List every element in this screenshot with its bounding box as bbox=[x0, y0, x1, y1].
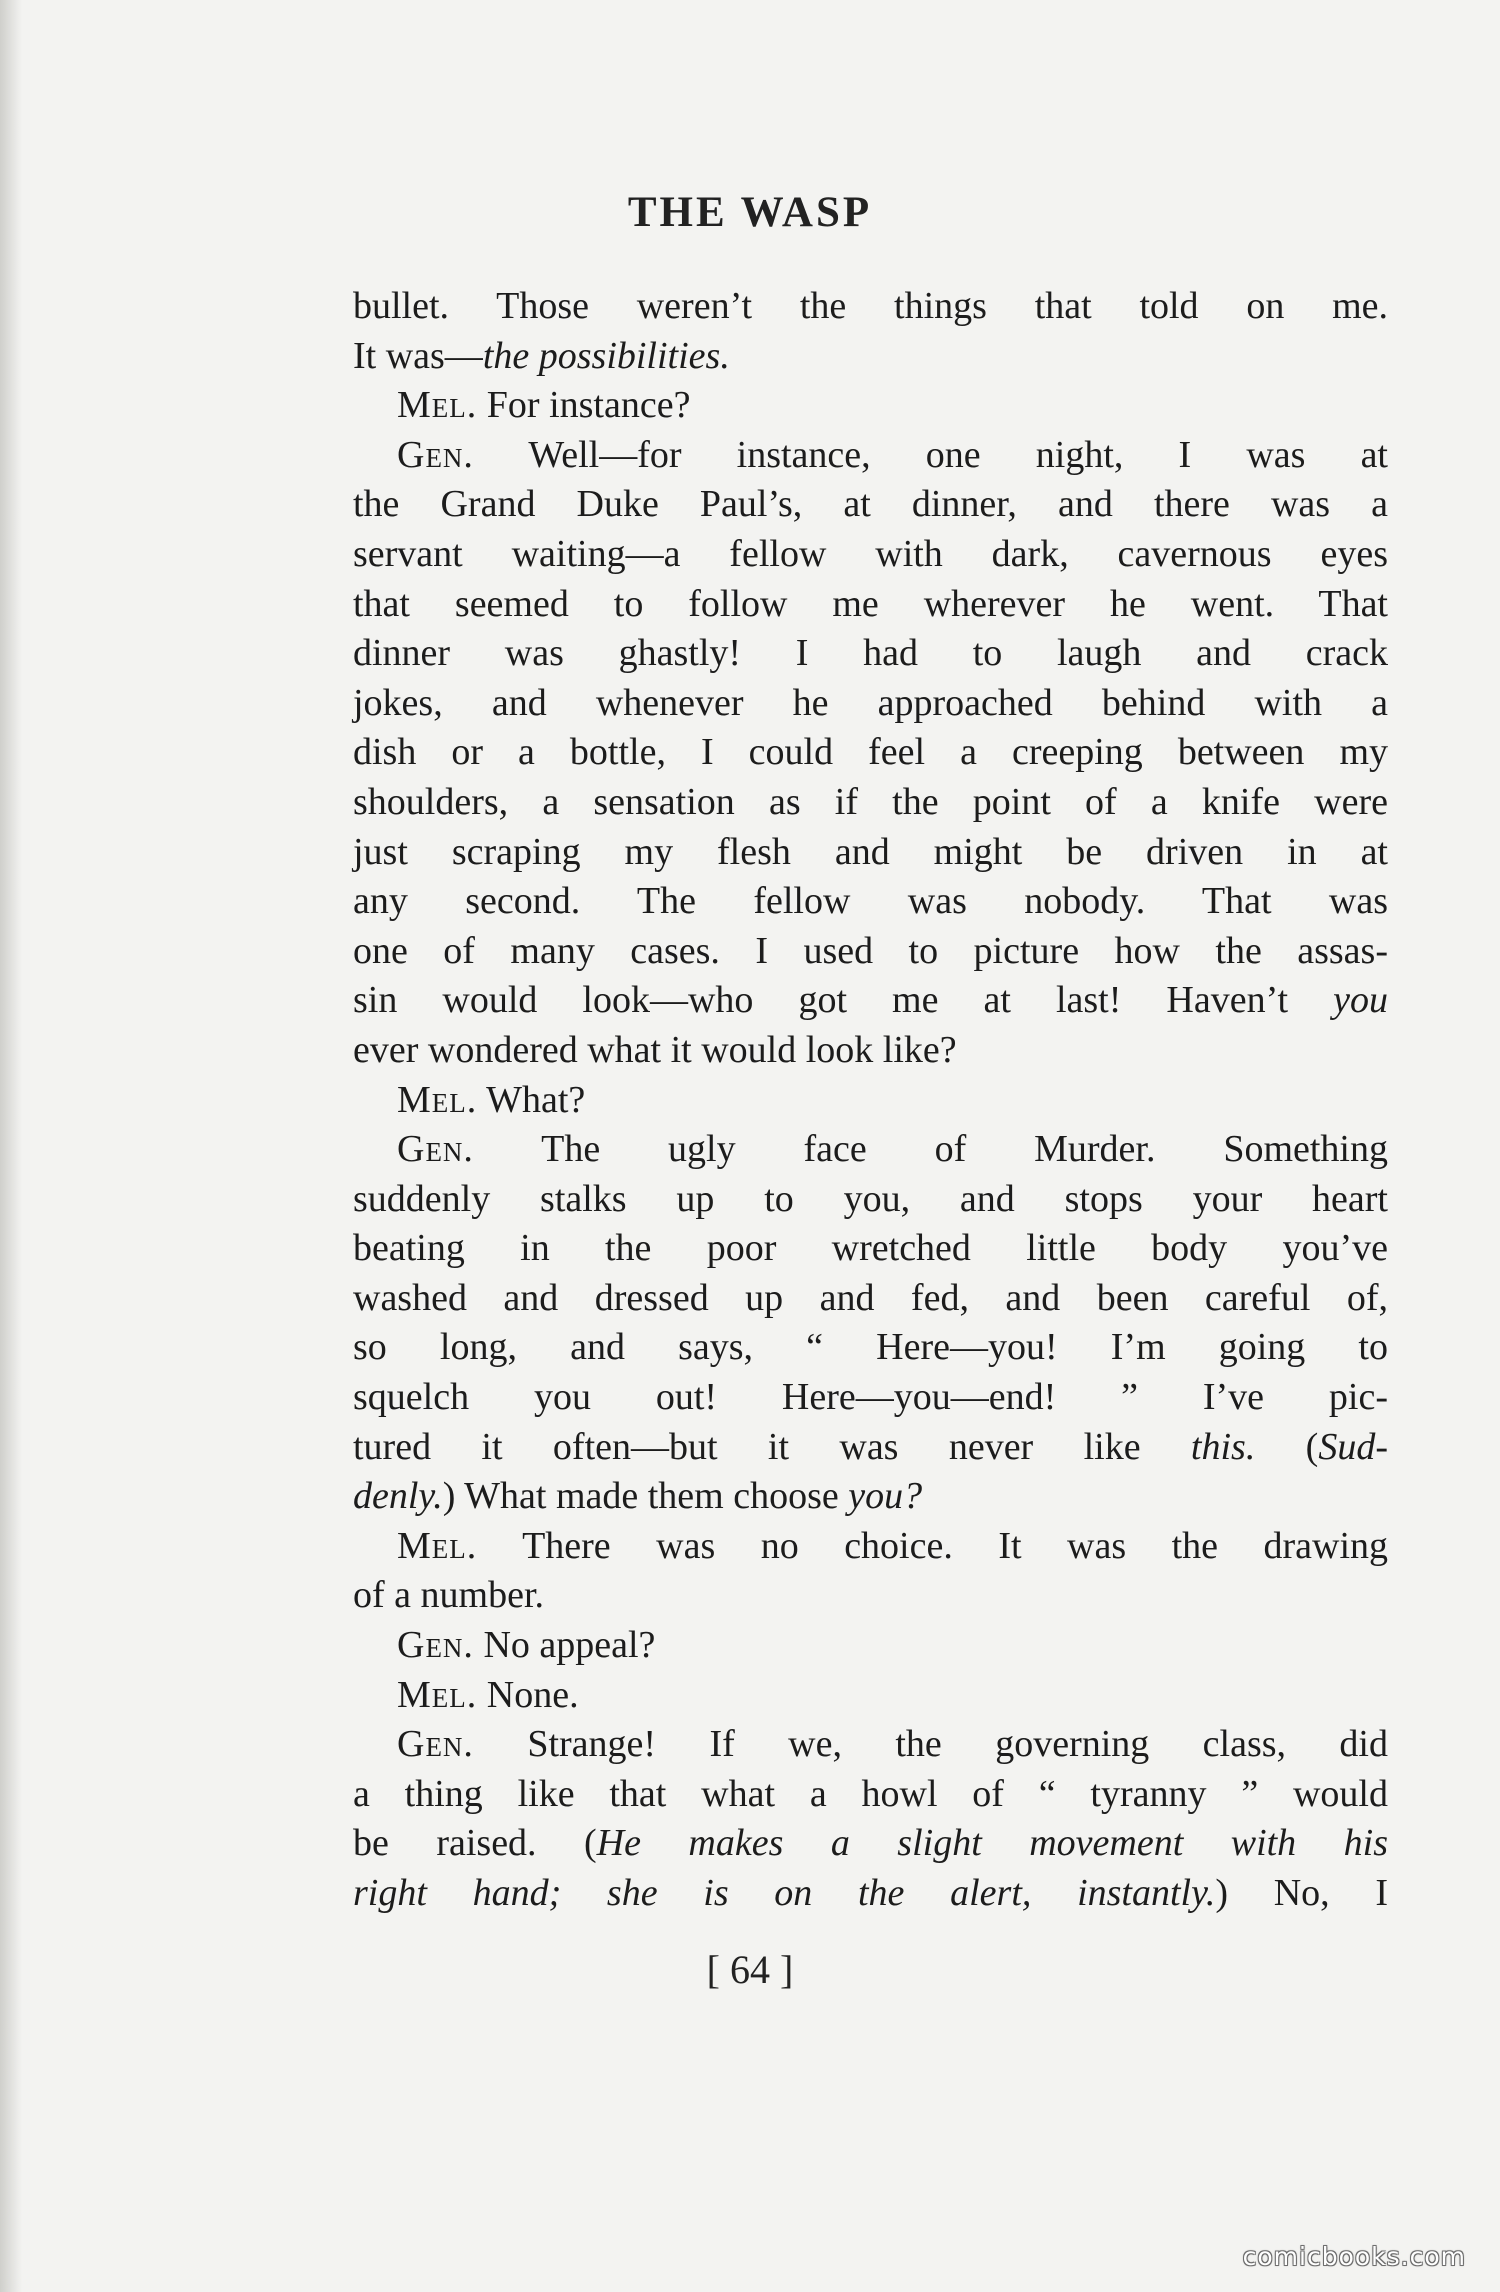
text-segment: be raised. ( bbox=[353, 1822, 597, 1865]
text-segment: dinner was ghastly! I had to laugh and crack bbox=[353, 632, 1388, 675]
text-line bbox=[353, 976, 1388, 1026]
text-segment: There was no choice. It was the drawing bbox=[477, 1524, 1388, 1567]
text-line bbox=[353, 530, 1388, 580]
text-segment: None. bbox=[477, 1673, 579, 1716]
text-segment: one of many cases. I used to picture how the assas- bbox=[353, 929, 1388, 972]
speaker-name: Gen. bbox=[397, 1624, 474, 1667]
text-line bbox=[353, 1026, 1388, 1076]
running-head: THE WASP bbox=[627, 189, 873, 236]
text-line bbox=[353, 332, 1388, 382]
text-line bbox=[353, 1076, 1388, 1126]
text-line bbox=[353, 1125, 1388, 1175]
text-segment: It was— bbox=[353, 334, 483, 377]
text-segment: so long, and says, “ Here—you! I’m going to bbox=[353, 1326, 1388, 1369]
text-line bbox=[353, 1423, 1388, 1473]
text-line bbox=[353, 1671, 1388, 1721]
italic-text: this. bbox=[1190, 1425, 1256, 1468]
text-segment: ) No, I bbox=[1215, 1872, 1388, 1914]
text-line bbox=[353, 1472, 1388, 1522]
italic-text: Sud- bbox=[1318, 1425, 1388, 1468]
text-segment: any second. The fellow was nobody. That was bbox=[353, 880, 1388, 923]
italic-text: denly. bbox=[353, 1475, 443, 1518]
speaker-name: Mel. bbox=[397, 1078, 478, 1121]
page-number: [ 64 ] bbox=[706, 1947, 794, 1992]
text-line bbox=[353, 828, 1388, 878]
text-segment: ) What made them choose bbox=[442, 1475, 849, 1518]
speaker-name: Gen. bbox=[397, 433, 474, 476]
text-line bbox=[353, 1323, 1388, 1373]
text-line bbox=[353, 480, 1388, 530]
text-segment: Well—for instance, one night, I was at bbox=[473, 433, 1388, 476]
text-block bbox=[353, 282, 1388, 1919]
text-line bbox=[353, 431, 1388, 481]
text-line bbox=[353, 1224, 1388, 1274]
text-segment: of a number. bbox=[353, 1574, 545, 1617]
text-line bbox=[353, 282, 1388, 332]
text-segment: suddenly stalks up to you, and stops your heart bbox=[353, 1177, 1388, 1220]
speaker-name: Mel. bbox=[397, 1524, 478, 1567]
italic-text: right hand; she is on the alert, instantly. bbox=[353, 1872, 1216, 1914]
text-segment: The ugly face of Murder. Something bbox=[473, 1128, 1388, 1171]
text-line bbox=[353, 1770, 1388, 1820]
text-segment: jokes, and whenever he approached behind with a bbox=[353, 681, 1388, 724]
text-line bbox=[353, 1621, 1388, 1671]
italic-text: He makes a slight movement with his bbox=[596, 1822, 1388, 1865]
text-segment: squelch you out! Here—you—end! ” I’ve pic- bbox=[353, 1376, 1388, 1419]
text-line bbox=[353, 1373, 1388, 1423]
speaker-name: Gen. bbox=[397, 1128, 474, 1171]
text-segment: sin would look—who got me at last! Haven’t bbox=[353, 979, 1334, 1022]
text-line bbox=[353, 629, 1388, 679]
text-line bbox=[353, 728, 1388, 778]
text-line bbox=[353, 381, 1388, 431]
text-segment: No appeal? bbox=[473, 1624, 656, 1667]
text-segment: the Grand Duke Paul’s, at dinner, and there was a bbox=[353, 483, 1388, 526]
text-segment: For instance? bbox=[477, 384, 691, 427]
italic-text: you bbox=[1333, 979, 1388, 1022]
text-segment: shoulders, a sensation as if the point of a knife were bbox=[353, 780, 1388, 823]
text-segment: a thing like that what a howl of “ tyranny ” would bbox=[353, 1772, 1388, 1815]
text-segment: Strange! If we, the governing class, did bbox=[473, 1723, 1388, 1766]
text-line bbox=[353, 580, 1388, 630]
text-segment: beating in the poor wretched little body you’ve bbox=[353, 1227, 1388, 1270]
text-segment: just scraping my flesh and might be driven in at bbox=[353, 830, 1388, 873]
text-line bbox=[353, 1175, 1388, 1225]
text-segment: tured it often—but it was never like bbox=[353, 1425, 1191, 1468]
text-line bbox=[353, 877, 1388, 927]
text-segment: bullet. Those weren’t the things that told on me. bbox=[353, 285, 1388, 327]
text-line bbox=[353, 778, 1388, 828]
speaker-name: Mel. bbox=[397, 1673, 478, 1716]
text-line bbox=[353, 1720, 1388, 1770]
italic-text: you? bbox=[848, 1475, 923, 1518]
watermark: comicbooks.com bbox=[1242, 2242, 1466, 2271]
text-segment: dish or a bottle, I could feel a creeping between my bbox=[353, 731, 1388, 774]
text-line bbox=[353, 1274, 1388, 1324]
text-line bbox=[353, 1819, 1388, 1869]
text-line bbox=[353, 1571, 1388, 1621]
text-segment: ever wondered what it would look like? bbox=[353, 1028, 957, 1071]
text-segment: What? bbox=[477, 1078, 586, 1121]
speaker-name: Gen. bbox=[397, 1723, 474, 1766]
text-segment: servant waiting—a fellow with dark, cavernous eyes bbox=[353, 532, 1388, 575]
text-segment: ( bbox=[1255, 1425, 1319, 1468]
speaker-name: Mel. bbox=[397, 384, 478, 427]
text-segment: washed and dressed up and fed, and been careful of, bbox=[353, 1276, 1388, 1319]
text-line bbox=[353, 1522, 1388, 1572]
text-line bbox=[353, 927, 1388, 977]
italic-text: the possibilities. bbox=[482, 334, 730, 377]
text-line bbox=[353, 679, 1388, 729]
text-segment: that seemed to follow me wherever he went. That bbox=[353, 582, 1388, 625]
text-line bbox=[353, 1869, 1388, 1919]
